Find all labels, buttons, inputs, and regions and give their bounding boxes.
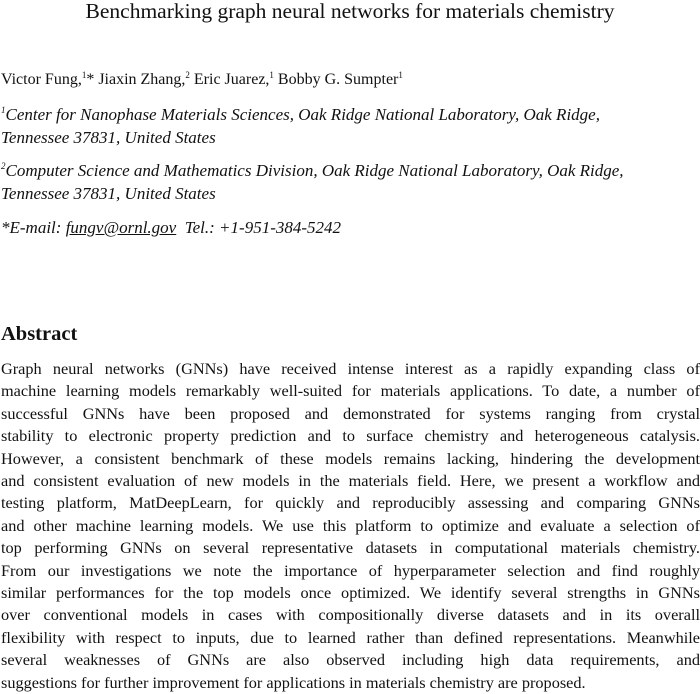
abstract-heading: Abstract — [1, 323, 78, 345]
abstract-line: and consistent evaluation of new models in the materials field. Here, we present a workflow and — [1, 471, 700, 491]
affiliation-text: Computer Science and Mathematics Division, Oak Ridge National Laboratory, Oak Ridge, — [5, 161, 624, 180]
email-link[interactable]: fungv@ornl.gov — [65, 218, 177, 237]
abstract-line: testing platform, MatDeepLearn, for quickly and reproducibly assessing and comparing GNNs — [1, 493, 700, 513]
abstract-line: machine learning models remarkably well-suited for materials applications. To date, a number of — [1, 381, 700, 401]
affiliation-line: Tennessee 37831, United States — [1, 183, 216, 203]
abstract-line: successful GNNs have been proposed and demonstrated for systems ranging from crystal — [1, 403, 700, 423]
abstract-line: stability to electronic property prediction and to surface chemistry and heterogeneous catalysis. — [1, 426, 700, 446]
abstract-line: similar performances for the top models once optimized. We identify several strengths in GNNs — [1, 583, 700, 603]
author-affiliation-marker: 2 — [185, 70, 190, 80]
author-affiliation-marker: 1 — [269, 70, 274, 80]
author-name: Victor Fung, — [1, 71, 82, 88]
author-name: Jiaxin Zhang, — [98, 71, 186, 88]
affiliation-line — [1, 104, 600, 127]
author-name: Bobby G. Sumpter — [277, 71, 399, 88]
affiliation-line: Tennessee 37831, United States — [1, 127, 216, 147]
affiliation-marker: 1 — [1, 105, 6, 115]
abstract-line: However, a consistent benchmark of these models remains lacking, hindering the development — [1, 448, 700, 468]
abstract-line: flexibility with respect to inputs, due to learned rather than defined representations. Meanwhile — [1, 627, 700, 647]
author-affiliation-marker: 1 — [398, 70, 403, 80]
affiliation-text: Center for Nanophase Materials Sciences, Oak Ridge National Laboratory, Oak Ridge, — [5, 105, 600, 124]
abstract-line: top performing GNNs on several representative datasets in computational materials chemistry. — [1, 538, 700, 558]
affiliation-marker: 2 — [1, 161, 6, 171]
abstract-line: suggestions for further improvement for applications in materials chemistry are proposed. — [1, 672, 586, 692]
author-list — [1, 69, 403, 91]
email-label: *E-mail: — [1, 218, 66, 237]
abstract-line: and other machine learning models. We use this platform to optimize and evaluate a selection of — [1, 515, 700, 535]
abstract-body — [1, 358, 700, 694]
abstract-line: over conventional models in cases with compositionally diverse datasets and in its overall — [1, 605, 700, 625]
telephone: Tel.: +1-951-384-5242 — [176, 218, 342, 237]
corresponding-author-marker: * — [86, 71, 99, 88]
abstract-line: several weaknesses of GNNs are also observed including high data requirements, and — [1, 650, 700, 670]
contact-info — [1, 217, 341, 239]
abstract-line: From our investigations we note the importance of hyperparameter selection and find roughly — [1, 560, 700, 580]
affiliation-line — [1, 160, 624, 183]
author-affiliation-marker: 1 — [81, 70, 87, 80]
author-name: Eric Juarez, — [193, 71, 270, 88]
affiliation-1 — [1, 104, 600, 149]
affiliation-2 — [1, 160, 624, 205]
abstract-line: Graph neural networks (GNNs) have received intense interest as a rapidly expanding class of — [1, 359, 700, 378]
paper-title: Benchmarking graph neural networks for materials chemistry — [85, 0, 615, 23]
